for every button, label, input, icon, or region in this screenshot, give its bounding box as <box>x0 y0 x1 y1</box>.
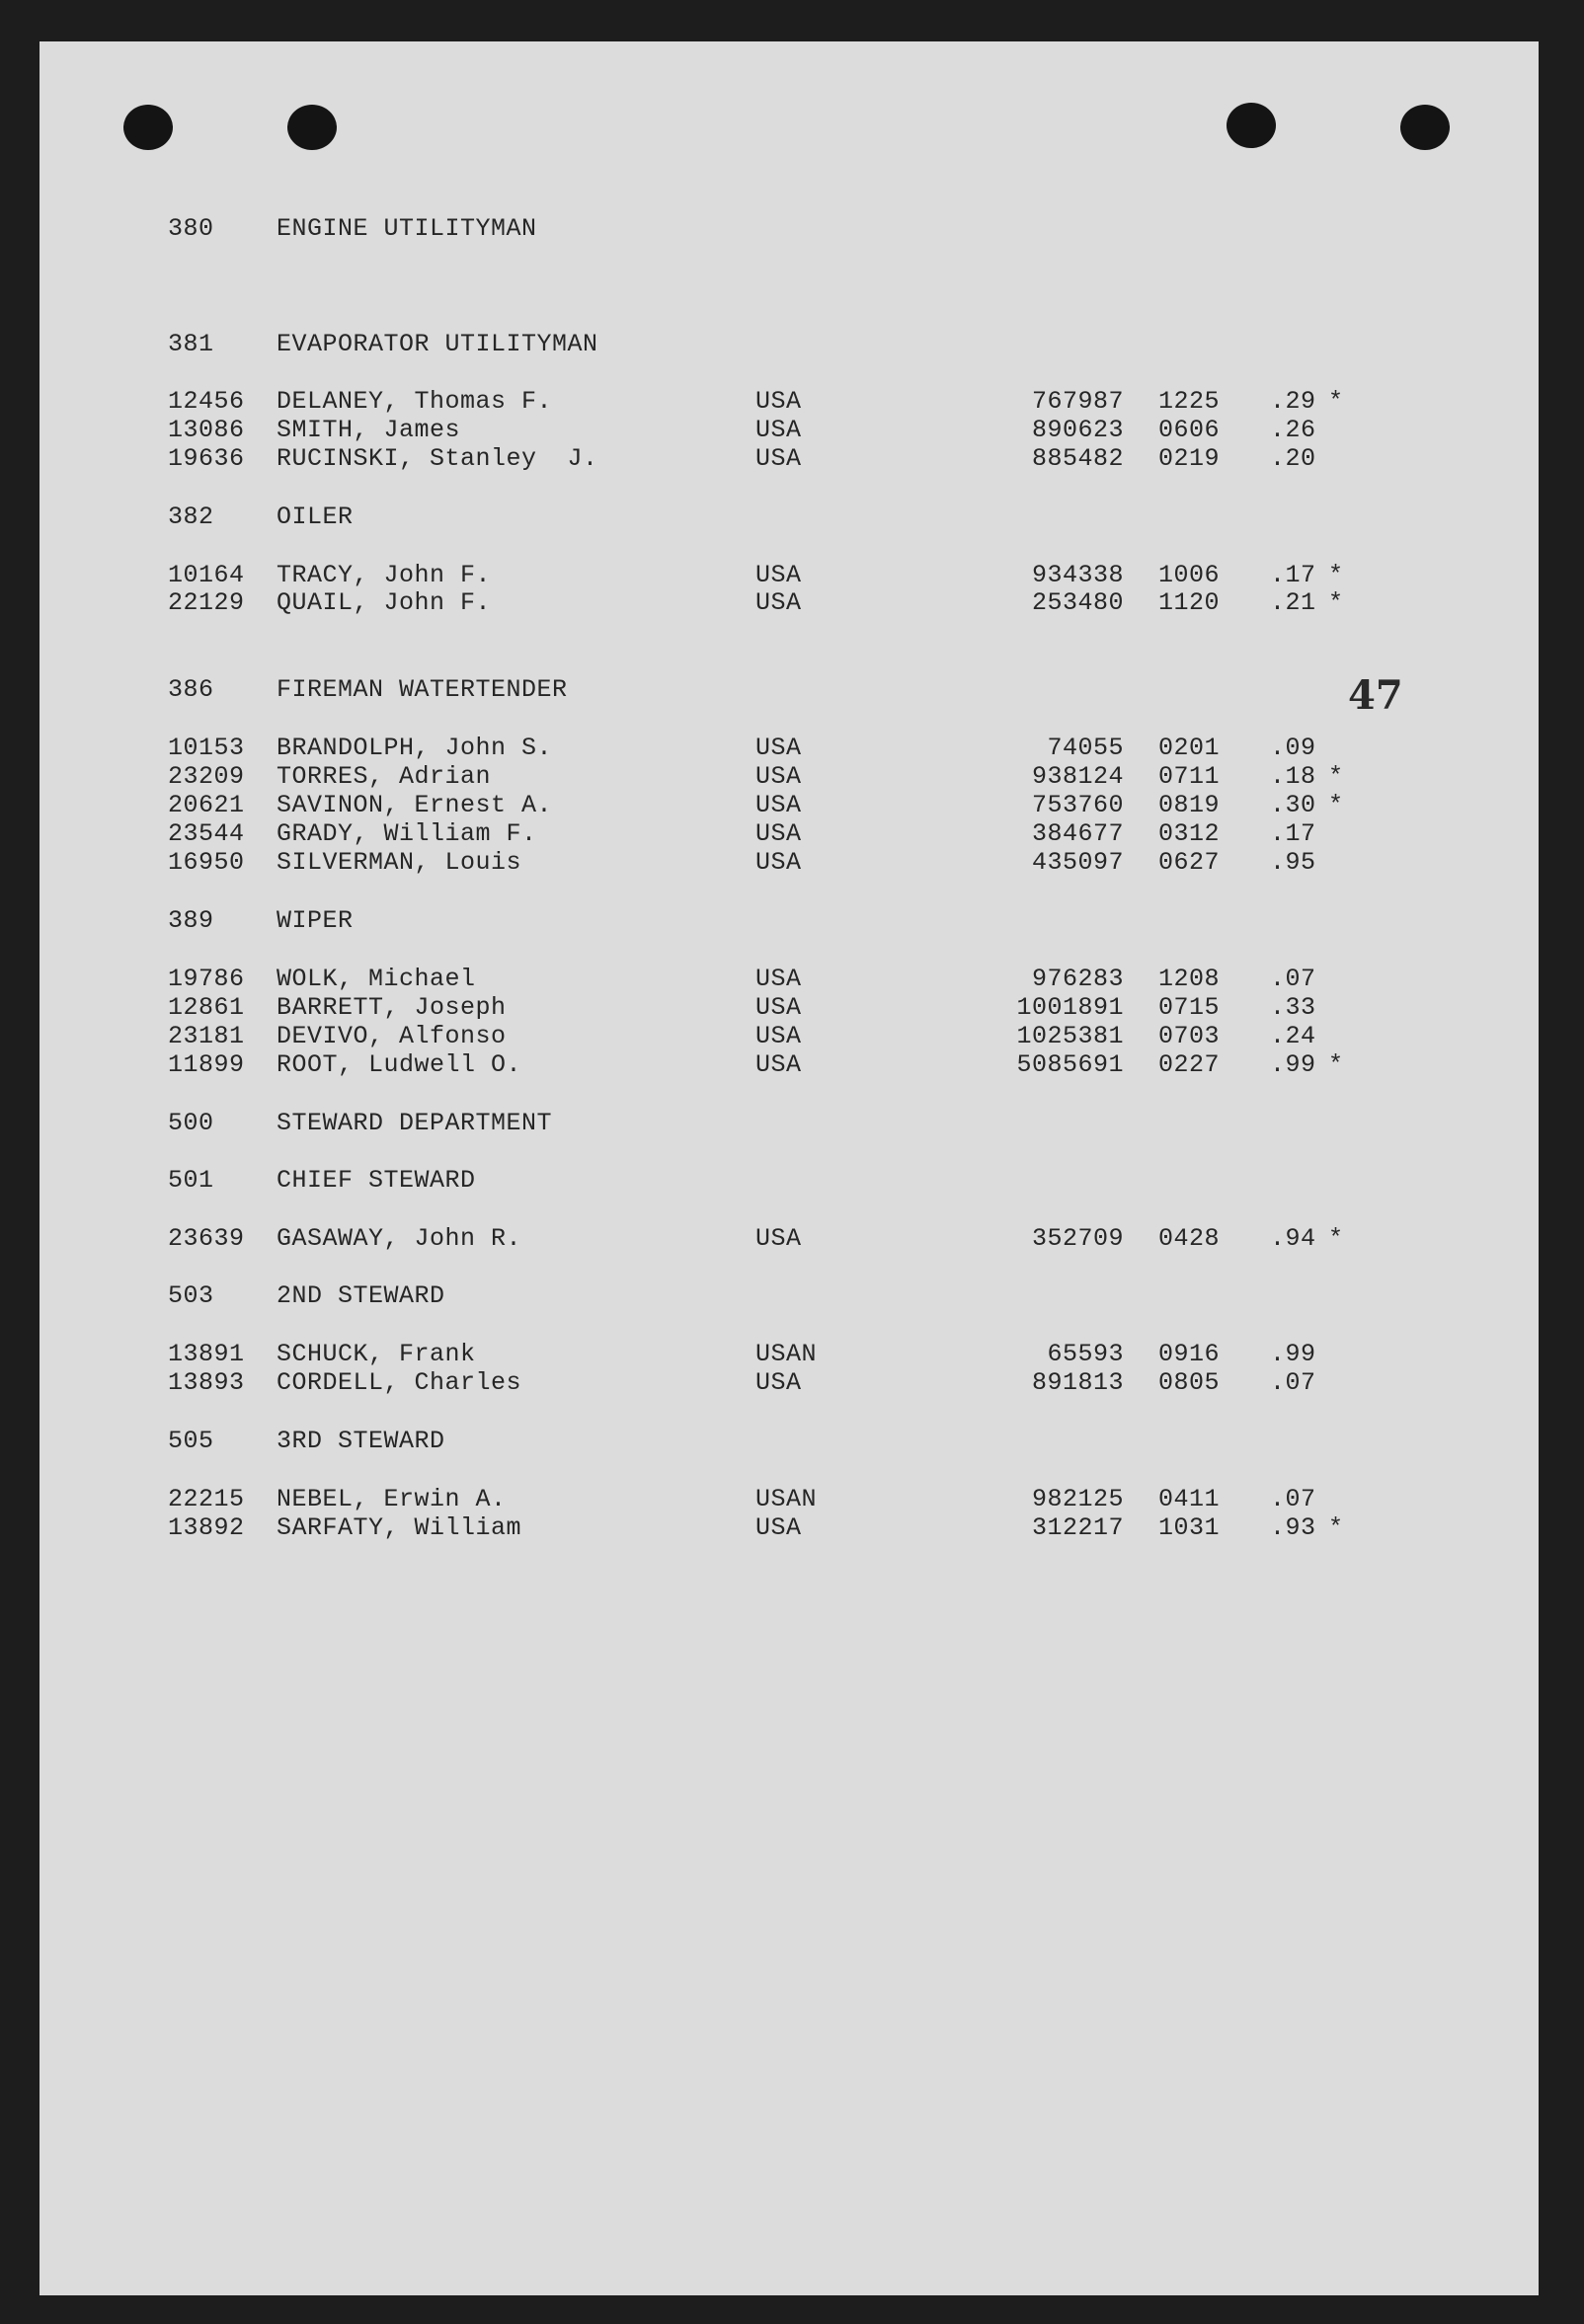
crew-number: 10164 <box>168 561 245 589</box>
nationality: USA <box>755 416 802 444</box>
certificate-number: 65593 <box>1047 1340 1124 1368</box>
section-code: 503 <box>168 1281 214 1310</box>
section-header <box>40 214 1539 244</box>
crew-name: GRADY, William F. <box>277 819 537 848</box>
nationality: USA <box>755 762 802 791</box>
date-code: 0627 <box>1158 848 1221 877</box>
crew-number: 23639 <box>168 1224 245 1253</box>
rate: .18 <box>1270 762 1316 791</box>
date-code: 0606 <box>1158 416 1221 444</box>
section-title: 3RD STEWARD <box>277 1427 445 1455</box>
nationality: USA <box>755 1224 802 1253</box>
crew-number: 23544 <box>168 819 245 848</box>
section-code: 381 <box>168 330 214 358</box>
date-code: 0805 <box>1158 1368 1221 1397</box>
rate: .29 <box>1270 387 1316 416</box>
crew-name: TORRES, Adrian <box>277 762 492 791</box>
crew-row <box>40 416 1539 445</box>
nationality: USA <box>755 965 802 993</box>
section-title: WIPER <box>277 906 354 935</box>
crew-row <box>40 1050 1539 1080</box>
nationality: USA <box>755 1022 802 1050</box>
section-title: ENGINE UTILITYMAN <box>277 214 537 243</box>
crew-number: 19636 <box>168 444 245 473</box>
date-code: 0227 <box>1158 1050 1221 1079</box>
crew-number: 12861 <box>168 993 245 1022</box>
section-title: 2ND STEWARD <box>277 1281 445 1310</box>
crew-name: WOLK, Michael <box>277 965 476 993</box>
punch-hole <box>287 105 337 150</box>
crew-number: 22215 <box>168 1485 245 1513</box>
date-code: 0411 <box>1158 1485 1221 1513</box>
date-code: 0201 <box>1158 734 1221 762</box>
crew-number: 11899 <box>168 1050 245 1079</box>
crew-number: 20621 <box>168 791 245 819</box>
rate: .09 <box>1270 734 1316 762</box>
crew-row <box>40 1368 1539 1398</box>
date-code: 0219 <box>1158 444 1221 473</box>
crew-name: GASAWAY, John R. <box>277 1224 522 1253</box>
crew-row <box>40 444 1539 474</box>
section-title: FIREMAN WATERTENDER <box>277 675 568 704</box>
nationality: USA <box>755 1513 802 1542</box>
date-code: 0715 <box>1158 993 1221 1022</box>
rate: .17 <box>1270 561 1316 589</box>
date-code: 0428 <box>1158 1224 1221 1253</box>
crew-row <box>40 561 1539 590</box>
certificate-number: 253480 <box>1031 588 1124 617</box>
section-header <box>40 906 1539 936</box>
section-code: 501 <box>168 1166 214 1195</box>
rate: .24 <box>1270 1022 1316 1050</box>
section-code: 382 <box>168 503 214 531</box>
crew-row <box>40 1513 1539 1543</box>
nationality: USAN <box>755 1340 818 1368</box>
section-header <box>40 503 1539 532</box>
document-page <box>40 41 1539 2295</box>
crew-name: SILVERMAN, Louis <box>277 848 522 877</box>
crew-number: 23209 <box>168 762 245 791</box>
rate: .95 <box>1270 848 1316 877</box>
certificate-number: 352709 <box>1031 1224 1124 1253</box>
rate: .17 <box>1270 819 1316 848</box>
rate: .26 <box>1270 416 1316 444</box>
rate: .99 <box>1270 1050 1316 1079</box>
crew-number: 10153 <box>168 734 245 762</box>
crew-number: 13086 <box>168 416 245 444</box>
date-code: 1225 <box>1158 387 1221 416</box>
section-title: EVAPORATOR UTILITYMAN <box>277 330 598 358</box>
date-code: 0916 <box>1158 1340 1221 1368</box>
crew-name: BARRETT, Joseph <box>277 993 507 1022</box>
date-code: 1208 <box>1158 965 1221 993</box>
section-header <box>40 330 1539 359</box>
punch-hole <box>1400 105 1450 150</box>
rate: .07 <box>1270 965 1316 993</box>
nationality: USA <box>755 1368 802 1397</box>
crew-row <box>40 848 1539 878</box>
nationality: USA <box>755 993 802 1022</box>
rate: .99 <box>1270 1340 1316 1368</box>
certificate-number: 890623 <box>1031 416 1124 444</box>
asterisk-mark: * <box>1328 762 1344 791</box>
crew-name: SAVINON, Ernest A. <box>277 791 553 819</box>
section-title: STEWARD DEPARTMENT <box>277 1109 553 1137</box>
date-code: 0711 <box>1158 762 1221 791</box>
crew-number: 22129 <box>168 588 245 617</box>
crew-row <box>40 965 1539 994</box>
rate: .93 <box>1270 1513 1316 1542</box>
asterisk-mark: * <box>1328 588 1344 617</box>
certificate-number: 435097 <box>1031 848 1124 877</box>
certificate-number: 74055 <box>1047 734 1124 762</box>
section-header <box>40 1281 1539 1311</box>
section-code: 389 <box>168 906 214 935</box>
section-title: OILER <box>277 503 354 531</box>
nationality: USA <box>755 734 802 762</box>
crew-name: BRANDOLPH, John S. <box>277 734 553 762</box>
asterisk-mark: * <box>1328 1224 1344 1253</box>
crew-row <box>40 588 1539 618</box>
rate: .07 <box>1270 1485 1316 1513</box>
nationality: USA <box>755 387 802 416</box>
crew-number: 19786 <box>168 965 245 993</box>
crew-name: SMITH, James <box>277 416 461 444</box>
nationality: USAN <box>755 1485 818 1513</box>
crew-number: 13891 <box>168 1340 245 1368</box>
section-header <box>40 1166 1539 1196</box>
crew-name: NEBEL, Erwin A. <box>277 1485 507 1513</box>
crew-name: ROOT, Ludwell O. <box>277 1050 522 1079</box>
nationality: USA <box>755 819 802 848</box>
certificate-number: 891813 <box>1031 1368 1124 1397</box>
certificate-number: 1025381 <box>1016 1022 1124 1050</box>
section-header <box>40 675 1539 705</box>
asterisk-mark: * <box>1328 791 1344 819</box>
rate: .21 <box>1270 588 1316 617</box>
nationality: USA <box>755 1050 802 1079</box>
crew-number: 12456 <box>168 387 245 416</box>
crew-number: 13892 <box>168 1513 245 1542</box>
rate: .33 <box>1270 993 1316 1022</box>
crew-name: SARFATY, William <box>277 1513 522 1542</box>
rate: .20 <box>1270 444 1316 473</box>
punch-hole <box>123 105 173 150</box>
crew-name: TRACY, John F. <box>277 561 492 589</box>
date-code: 0312 <box>1158 819 1221 848</box>
certificate-number: 934338 <box>1031 561 1124 589</box>
section-code: 500 <box>168 1109 214 1137</box>
asterisk-mark: * <box>1328 561 1344 589</box>
crew-row <box>40 1224 1539 1254</box>
certificate-number: 885482 <box>1031 444 1124 473</box>
nationality: USA <box>755 588 802 617</box>
punch-hole <box>1227 103 1276 148</box>
certificate-number: 312217 <box>1031 1513 1124 1542</box>
page-number: 47 <box>1348 672 1403 719</box>
date-code: 0703 <box>1158 1022 1221 1050</box>
nationality: USA <box>755 848 802 877</box>
asterisk-mark: * <box>1328 387 1344 416</box>
rate: .30 <box>1270 791 1316 819</box>
asterisk-mark: * <box>1328 1513 1344 1542</box>
crew-name: DEVIVO, Alfonso <box>277 1022 507 1050</box>
crew-row <box>40 993 1539 1023</box>
certificate-number: 5085691 <box>1016 1050 1124 1079</box>
nationality: USA <box>755 444 802 473</box>
rate: .07 <box>1270 1368 1316 1397</box>
certificate-number: 976283 <box>1031 965 1124 993</box>
section-code: 380 <box>168 214 214 243</box>
crew-row <box>40 819 1539 849</box>
certificate-number: 982125 <box>1031 1485 1124 1513</box>
asterisk-mark: * <box>1328 1050 1344 1079</box>
crew-number: 16950 <box>168 848 245 877</box>
crew-row <box>40 734 1539 763</box>
section-header <box>40 1109 1539 1138</box>
section-title: CHIEF STEWARD <box>277 1166 476 1195</box>
certificate-number: 753760 <box>1031 791 1124 819</box>
section-header <box>40 1427 1539 1456</box>
certificate-number: 1001891 <box>1016 993 1124 1022</box>
date-code: 1031 <box>1158 1513 1221 1542</box>
crew-row <box>40 1340 1539 1369</box>
crew-row <box>40 1022 1539 1051</box>
date-code: 0819 <box>1158 791 1221 819</box>
section-code: 505 <box>168 1427 214 1455</box>
date-code: 1006 <box>1158 561 1221 589</box>
crew-name: QUAIL, John F. <box>277 588 492 617</box>
crew-row <box>40 1485 1539 1514</box>
crew-name: SCHUCK, Frank <box>277 1340 476 1368</box>
nationality: USA <box>755 561 802 589</box>
certificate-number: 938124 <box>1031 762 1124 791</box>
crew-name: DELANEY, Thomas F. <box>277 387 553 416</box>
nationality: USA <box>755 791 802 819</box>
crew-number: 13893 <box>168 1368 245 1397</box>
date-code: 1120 <box>1158 588 1221 617</box>
section-code: 386 <box>168 675 214 704</box>
crew-row <box>40 387 1539 417</box>
crew-row <box>40 791 1539 820</box>
certificate-number: 767987 <box>1031 387 1124 416</box>
crew-name: CORDELL, Charles <box>277 1368 522 1397</box>
crew-row <box>40 762 1539 792</box>
certificate-number: 384677 <box>1031 819 1124 848</box>
rate: .94 <box>1270 1224 1316 1253</box>
crew-number: 23181 <box>168 1022 245 1050</box>
crew-name: RUCINSKI, Stanley J. <box>277 444 598 473</box>
